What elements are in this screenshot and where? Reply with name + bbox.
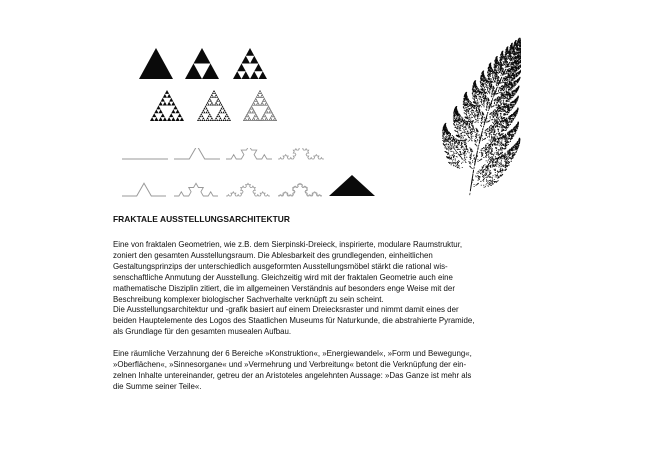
text-line: Eine räumliche Verzahnung der 6 Bereiche »Konstruktion«, »Energiewandel«, »Form und Bewegung«, [113, 349, 472, 359]
text-line: zelnen Inhalte untereinander, getreu der an Aristoteles angelehnten Aussage: »Das Ganze ist mehr als [113, 370, 472, 380]
text-line: Die Ausstellungsarchitektur und -grafik basiert auf einem Dreiecksraster und nimmt damit eines der [113, 305, 459, 315]
text-line: als Grundlage für den gesamten musealen Aufbau. [113, 327, 292, 337]
text-line: mathematische Disziplin zitiert, die im allgemeinen Verständnis auf besonders enge Weise mit der [113, 283, 455, 293]
text-line: senschaftliche Anmutung der Ausstellung. Gleichzeitig wird mit der fraktalen Geometrie auch eine [113, 272, 453, 282]
text-line: Gestaltungsprinzips der unterschiedlich ausgeformten Ausstellungsmöbel stärkt die rational wis- [113, 261, 448, 271]
text-line: beiden Hauptelemente des Logos des Staatlichen Museums für Naturkunde, die abstrahierte Pyramide, [113, 316, 475, 326]
paragraph-gap [113, 338, 543, 349]
section-heading: FRAKTALE AUSSTELLUNGSARCHITEKTUR [113, 214, 290, 224]
body-text [113, 240, 543, 393]
text-line: die Summe seiner Teile«. [113, 381, 202, 391]
text-line: »Oberflächen«, »Sinnesorgane« und »Vermehrung und Verbreitung« betont die Verknüpfung der ein- [113, 359, 467, 369]
text-line: Beschreibung komplexer biologischer Sachverhalte verknüpft zu sein scheint. [113, 294, 384, 304]
sierpinski-triangle-icon [130, 44, 280, 129]
text-line: zoniert den gesamten Ausstellungsraum. Die Ablesbarkeit des grundlegenden, einheitlichen [113, 250, 433, 260]
barnsley-fern-icon [425, 22, 521, 200]
text-line: Eine von fraktalen Geometrien, wie z.B. dem Sierpinski-Dreieck, inspirierte, modulare Raumstruktur, [113, 240, 463, 249]
koch-curve-icon [118, 148, 378, 200]
